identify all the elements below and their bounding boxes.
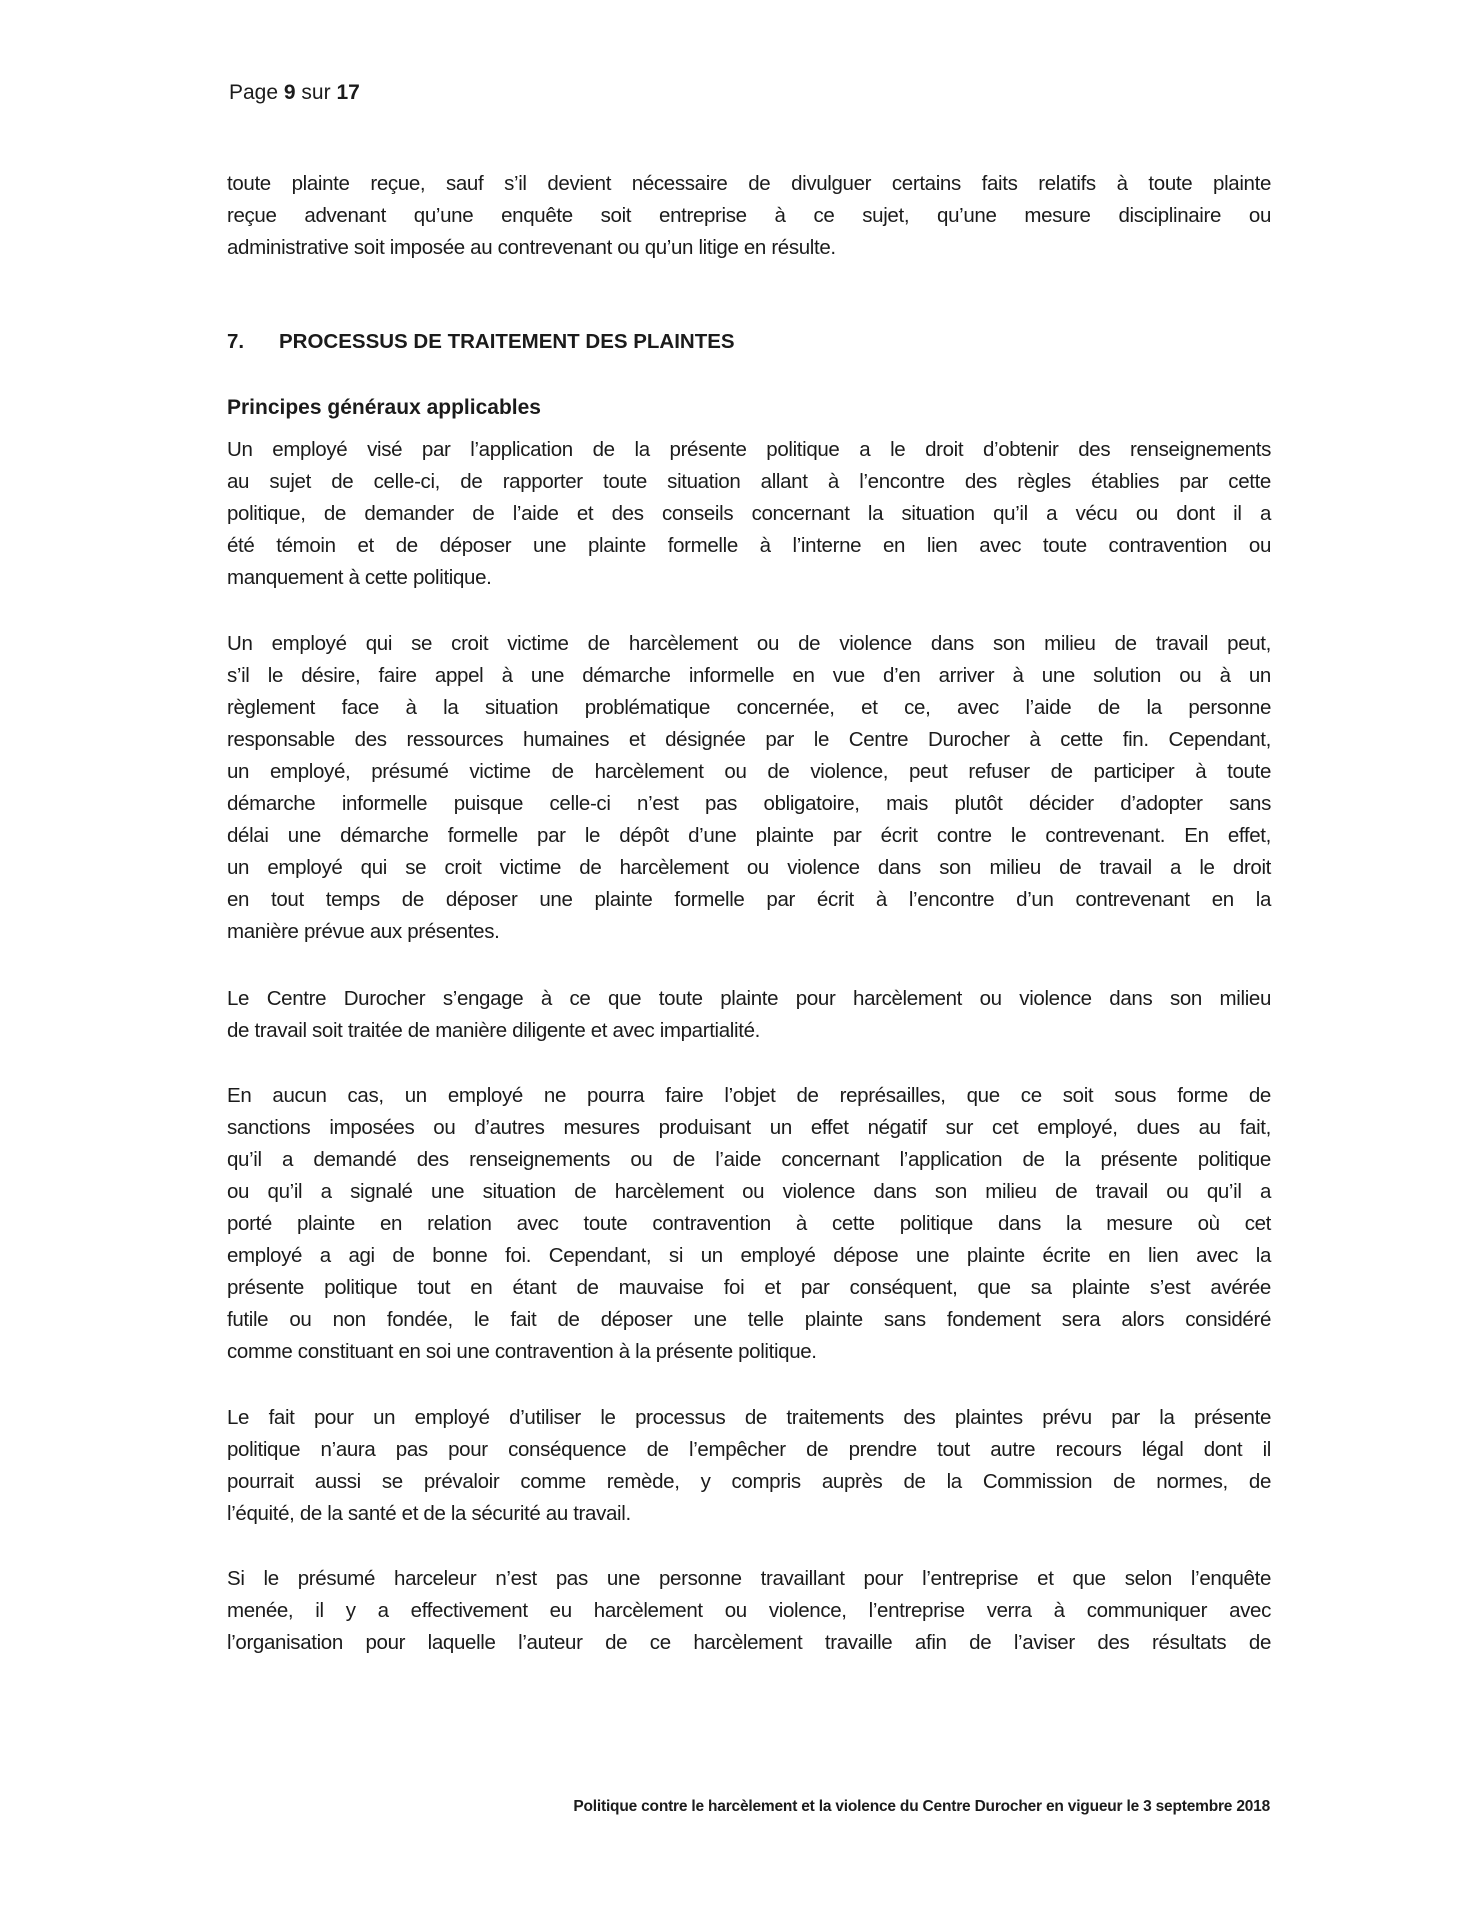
paragraph-external-harasser bbox=[227, 1563, 1271, 1659]
section-number: 7. bbox=[227, 330, 245, 353]
text-line: un employé qui se croit victime de harcèlement ou violence dans son milieu de travail a le droit bbox=[227, 856, 1271, 879]
text-line: responsable des ressources humaines et désignée par le Centre Durocher à cette fin. Cependant, bbox=[227, 728, 1271, 751]
text-line: qu’il a demandé des renseignements ou de l’aide concernant l’application de la présente politique bbox=[227, 1148, 1271, 1171]
page-label: Page bbox=[229, 81, 279, 104]
text-line: l’équité, de la santé et de la sécurité au travail. bbox=[227, 1502, 631, 1525]
total-pages-number: 17 bbox=[336, 81, 360, 104]
page-number-header bbox=[229, 79, 360, 107]
text-line: pourrait aussi se prévaloir comme remède, y compris auprès de la Commission de normes, de bbox=[227, 1470, 1271, 1493]
section-heading bbox=[227, 326, 735, 358]
paragraph-continuation bbox=[227, 168, 1271, 264]
text-line: futile ou non fondée, le fait de déposer une telle plainte sans fondement sera alors considéré bbox=[227, 1308, 1271, 1331]
paragraph-rights bbox=[227, 434, 1271, 594]
text-line: manquement à cette politique. bbox=[227, 566, 492, 589]
text-line: administrative soit imposée au contrevenant ou qu’un litige en résulte. bbox=[227, 236, 836, 259]
text-line: politique, de demander de l’aide et des conseils concernant la situation qu’il a vécu ou dont il a bbox=[227, 502, 1271, 525]
text-line: l’organisation pour laquelle l’auteur de ce harcèlement travaille afin de l’aviser des résultats de bbox=[227, 1631, 1271, 1654]
text-line: sanctions imposées ou d’autres mesures produisant un effet négatif sur cet employé, dues au fait, bbox=[227, 1116, 1271, 1139]
text-line: reçue advenant qu’une enquête soit entreprise à ce sujet, qu’une mesure disciplinaire ou bbox=[227, 204, 1271, 227]
text-line: Si le présumé harceleur n’est pas une personne travaillant pour l’entreprise et que selon l’enquête bbox=[227, 1567, 1271, 1590]
text-line: Le Centre Durocher s’engage à ce que toute plainte pour harcèlement ou violence dans son milieu bbox=[227, 987, 1271, 1010]
paragraph-legal-recourse bbox=[227, 1402, 1271, 1530]
text-line: manière prévue aux présentes. bbox=[227, 920, 500, 943]
text-line: politique n’aura pas pour conséquence de l’empêcher de prendre tout autre recours légal dont il bbox=[227, 1438, 1271, 1461]
text-line: menée, il y a effectivement eu harcèlement ou violence, l’entreprise verra à communiquer avec bbox=[227, 1599, 1271, 1622]
text-line: démarche informelle puisque celle-ci n’est pas obligatoire, mais plutôt décider d’adopter sans bbox=[227, 792, 1271, 815]
text-line: au sujet de celle-ci, de rapporter toute situation allant à l’encontre des règles établies par cette bbox=[227, 470, 1271, 493]
section-title: PROCESSUS DE TRAITEMENT DES PLAINTES bbox=[279, 330, 735, 353]
text-line: porté plainte en relation avec toute contravention à cette politique dans la mesure où cet bbox=[227, 1212, 1271, 1235]
page-of-label: sur bbox=[301, 81, 331, 104]
text-line: ou qu’il a signalé une situation de harcèlement ou violence dans son milieu de travail ou qu’il a bbox=[227, 1180, 1271, 1203]
text-line: été témoin et de déposer une plainte formelle à l’interne en lien avec toute contravention ou bbox=[227, 534, 1271, 557]
text-line: en tout temps de déposer une plainte formelle par écrit à l’encontre d’un contrevenant en la bbox=[227, 888, 1271, 911]
sub-heading: Principes généraux applicables bbox=[227, 396, 541, 419]
text-line: comme constituant en soi une contravention à la présente politique. bbox=[227, 1340, 817, 1363]
current-page-number: 9 bbox=[283, 81, 296, 104]
text-line: un employé, présumé victime de harcèlement ou de violence, peut refuser de participer à toute bbox=[227, 760, 1271, 783]
text-line: de travail soit traitée de manière diligente et avec impartialité. bbox=[227, 1019, 760, 1042]
text-line: Le fait pour un employé d’utiliser le processus de traitements des plaintes prévu par la présente bbox=[227, 1406, 1271, 1429]
paragraph-commitment bbox=[227, 983, 1271, 1047]
text-line: employé a agi de bonne foi. Cependant, si un employé dépose une plainte écrite en lien avec la bbox=[227, 1244, 1271, 1267]
text-line: délai une démarche formelle par le dépôt d’une plainte par écrit contre le contrevenant. En effet, bbox=[227, 824, 1271, 847]
paragraph-reprisals bbox=[227, 1080, 1271, 1368]
text-line: présente politique tout en étant de mauvaise foi et par conséquent, que sa plainte s’est avérée bbox=[227, 1276, 1271, 1299]
text-line: Un employé visé par l’application de la présente politique a le droit d’obtenir des renseignements bbox=[227, 438, 1271, 461]
text-line: s’il le désire, faire appel à une démarche informelle en vue d’en arriver à une solution ou à un bbox=[227, 664, 1271, 687]
page-footer: Politique contre le harcèlement et la violence du Centre Durocher en vigueur le 3 septembre 2018 bbox=[573, 1798, 1270, 1815]
text-line: En aucun cas, un employé ne pourra faire l’objet de représailles, que ce soit sous forme de bbox=[227, 1084, 1271, 1107]
text-line: Un employé qui se croit victime de harcèlement ou de violence dans son milieu de travail peut, bbox=[227, 632, 1271, 655]
text-line: règlement face à la situation problématique concernée, et ce, avec l’aide de la personne bbox=[227, 696, 1271, 719]
text-line: toute plainte reçue, sauf s’il devient nécessaire de divulguer certains faits relatifs à toute plainte bbox=[227, 172, 1271, 195]
paragraph-informal-process bbox=[227, 628, 1271, 948]
